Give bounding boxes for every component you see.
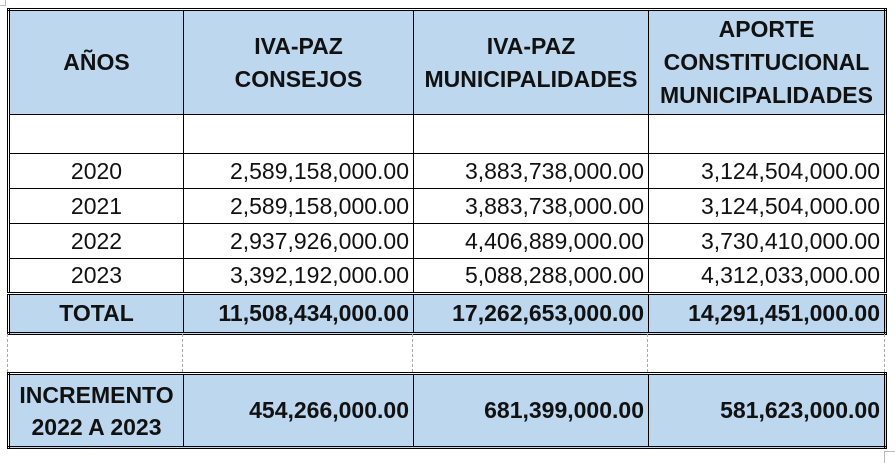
header-text: IVA-PAZ	[486, 32, 576, 59]
year-cell: 2020	[9, 154, 184, 189]
table-row	[9, 189, 886, 224]
header-text: MUNICIPALIDADES	[424, 65, 638, 92]
header-text: CONSEJOS	[234, 65, 363, 92]
municipalidades-cell: 3,883,738,000.00	[414, 189, 649, 224]
increment-aporte: 581,623,000.00	[649, 374, 886, 448]
budget-table	[7, 8, 887, 335]
consejos-cell: 2,589,158,000.00	[184, 154, 414, 189]
increment-municipalidades: 681,399,000.00	[414, 374, 649, 448]
empty-cell	[8, 334, 183, 372]
total-aporte: 14,291,451,000.00	[649, 294, 886, 334]
increment-label	[9, 374, 184, 448]
empty-cell	[184, 115, 414, 154]
header-text: CONSTITUCIONAL	[663, 49, 870, 75]
empty-cell	[9, 115, 184, 154]
increment-consejos: 454,266,000.00	[184, 374, 414, 448]
increment-row	[9, 374, 886, 448]
aporte-cell: 3,730,410,000.00	[649, 224, 886, 259]
table-row	[9, 259, 886, 294]
increment-label-line: INCREMENTO	[19, 381, 174, 408]
header-text: MUNICIPALIDADES	[660, 82, 873, 108]
table-row	[9, 224, 886, 259]
header-row	[9, 10, 886, 115]
header-text: APORTE	[718, 16, 815, 42]
year-cell: 2023	[9, 259, 184, 294]
header-iva-paz-consejos	[184, 10, 414, 115]
empty-cell	[414, 115, 649, 154]
aporte-cell: 4,312,033,000.00	[649, 259, 886, 294]
consejos-cell: 2,589,158,000.00	[184, 189, 414, 224]
empty-cell	[648, 334, 885, 372]
aporte-cell: 3,124,504,000.00	[649, 189, 886, 224]
total-consejos: 11,508,434,000.00	[184, 294, 414, 334]
table-row	[9, 154, 886, 189]
header-text: IVA-PAZ	[254, 32, 343, 59]
municipalidades-cell: 3,883,738,000.00	[414, 154, 649, 189]
empty-cell	[413, 334, 648, 372]
selection-corner-mark	[0, 0, 6, 6]
consejos-cell: 3,392,192,000.00	[184, 259, 414, 294]
municipalidades-cell: 5,088,288,000.00	[414, 259, 649, 294]
header-aporte-constitucional	[649, 10, 886, 115]
year-cell: 2021	[9, 189, 184, 224]
total-municipalidades: 17,262,653,000.00	[414, 294, 649, 334]
empty-cell	[649, 115, 886, 154]
empty-cell	[183, 334, 413, 372]
total-label: TOTAL	[9, 294, 184, 334]
selection-corner-mark	[884, 451, 895, 463]
increment-label-line: 2022 A 2023	[31, 413, 162, 440]
header-iva-paz-municipalidades	[414, 10, 649, 115]
increment-table	[7, 372, 887, 449]
total-row	[9, 294, 886, 334]
spacer-row	[7, 334, 885, 372]
header-years	[9, 10, 184, 115]
consejos-cell: 2,937,926,000.00	[184, 224, 414, 259]
year-cell: 2022	[9, 224, 184, 259]
municipalidades-cell: 4,406,889,000.00	[414, 224, 649, 259]
aporte-cell: 3,124,504,000.00	[649, 154, 886, 189]
blank-row	[9, 115, 886, 154]
header-text: AÑOS	[63, 49, 130, 75]
